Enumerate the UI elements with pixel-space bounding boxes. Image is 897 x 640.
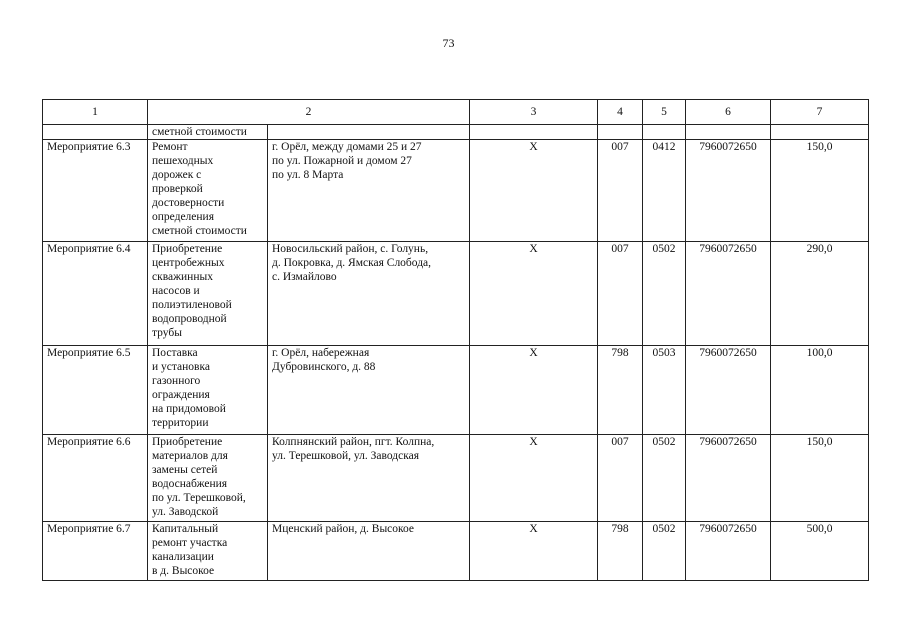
address-cell — [268, 346, 470, 435]
header-cell-1: 1 — [43, 100, 148, 125]
name-text: Ремонт пешеходных дорожек с проверкой достоверности определения сметной стоимости — [152, 141, 247, 237]
col4-cell: 798 — [598, 522, 643, 581]
col4-cell: 007 — [598, 242, 643, 346]
name-cell — [148, 140, 268, 242]
measure-cell: Мероприятие 6.3 — [43, 140, 148, 242]
name-cell — [148, 346, 268, 435]
col5-cell: 0412 — [643, 140, 686, 242]
table-row — [43, 242, 869, 346]
name-cell — [148, 522, 268, 581]
col7-cell: 150,0 — [771, 435, 869, 522]
col6-cell: 7960072650 — [686, 242, 771, 346]
col3-cell: Х — [470, 435, 598, 522]
table-row — [43, 140, 869, 242]
address-text: Колпнянский район, пгт. Колпна, ул. Терешковой, ул. Заводская — [272, 436, 435, 462]
header-cell-6: 6 — [686, 100, 771, 125]
continuation-cell-3 — [470, 125, 598, 140]
col5-cell: 0503 — [643, 346, 686, 435]
header-cell-4: 4 — [598, 100, 643, 125]
continuation-cell-address — [268, 125, 470, 140]
name-cell — [148, 435, 268, 522]
header-cell-7: 7 — [771, 100, 869, 125]
continuation-row — [43, 125, 869, 140]
name-cell — [148, 242, 268, 346]
address-text: г. Орёл, между домами 25 и 27 по ул. Пожарной и домом 27 по ул. 8 Марта — [272, 141, 422, 181]
col6-cell: 7960072650 — [686, 522, 771, 581]
measure-cell: Мероприятие 6.7 — [43, 522, 148, 581]
col4-cell: 007 — [598, 435, 643, 522]
name-text: Поставка и установка газонного ограждения на придомовой территории — [152, 347, 226, 429]
name-text: Капитальный ремонт участка канализации в д. Высокое — [152, 523, 228, 577]
col4-cell: 007 — [598, 140, 643, 242]
address-text: Новосильский район, с. Голунь, д. Покровка, д. Ямская Слобода, с. Измайлово — [272, 243, 432, 283]
header-cell-5: 5 — [643, 100, 686, 125]
header-cell-2: 2 — [148, 100, 470, 125]
col7-cell: 500,0 — [771, 522, 869, 581]
col5-cell: 0502 — [643, 242, 686, 346]
continuation-cell-6 — [686, 125, 771, 140]
address-text: Мценский район, д. Высокое — [272, 523, 415, 535]
col5-cell: 0502 — [643, 435, 686, 522]
col7-cell: 150,0 — [771, 140, 869, 242]
table-row — [43, 435, 869, 522]
measure-cell: Мероприятие 6.5 — [43, 346, 148, 435]
budget-table — [42, 99, 869, 581]
address-cell — [268, 242, 470, 346]
col3-cell: Х — [470, 346, 598, 435]
table-row — [43, 346, 869, 435]
continuation-cell-5 — [643, 125, 686, 140]
table-header-row — [43, 100, 869, 125]
measure-cell: Мероприятие 6.6 — [43, 435, 148, 522]
address-cell — [268, 522, 470, 581]
col3-cell: Х — [470, 140, 598, 242]
address-cell — [268, 140, 470, 242]
table-row — [43, 522, 869, 581]
continuation-cell-name: сметной стоимости — [148, 125, 268, 140]
name-text: Приобретение центробежных скважинных насосов и полиэтиленовой водопроводной трубы — [152, 243, 232, 339]
col7-cell: 100,0 — [771, 346, 869, 435]
col6-cell: 7960072650 — [686, 435, 771, 522]
col6-cell: 7960072650 — [686, 346, 771, 435]
col5-cell: 0502 — [643, 522, 686, 581]
col3-cell: Х — [470, 522, 598, 581]
continuation-cell-7 — [771, 125, 869, 140]
measure-cell: Мероприятие 6.4 — [43, 242, 148, 346]
address-cell — [268, 435, 470, 522]
continuation-cell-measure — [43, 125, 148, 140]
page-number: 73 — [442, 36, 455, 50]
col7-cell: 290,0 — [771, 242, 869, 346]
header-cell-3: 3 — [470, 100, 598, 125]
col3-cell: Х — [470, 242, 598, 346]
col4-cell: 798 — [598, 346, 643, 435]
col6-cell: 7960072650 — [686, 140, 771, 242]
address-text: г. Орёл, набережная Дубровинского, д. 88 — [272, 347, 376, 373]
name-text: Приобретение материалов для замены сетей водоснабжения по ул. Терешковой, ул. Заводской — [152, 436, 246, 518]
continuation-cell-4 — [598, 125, 643, 140]
